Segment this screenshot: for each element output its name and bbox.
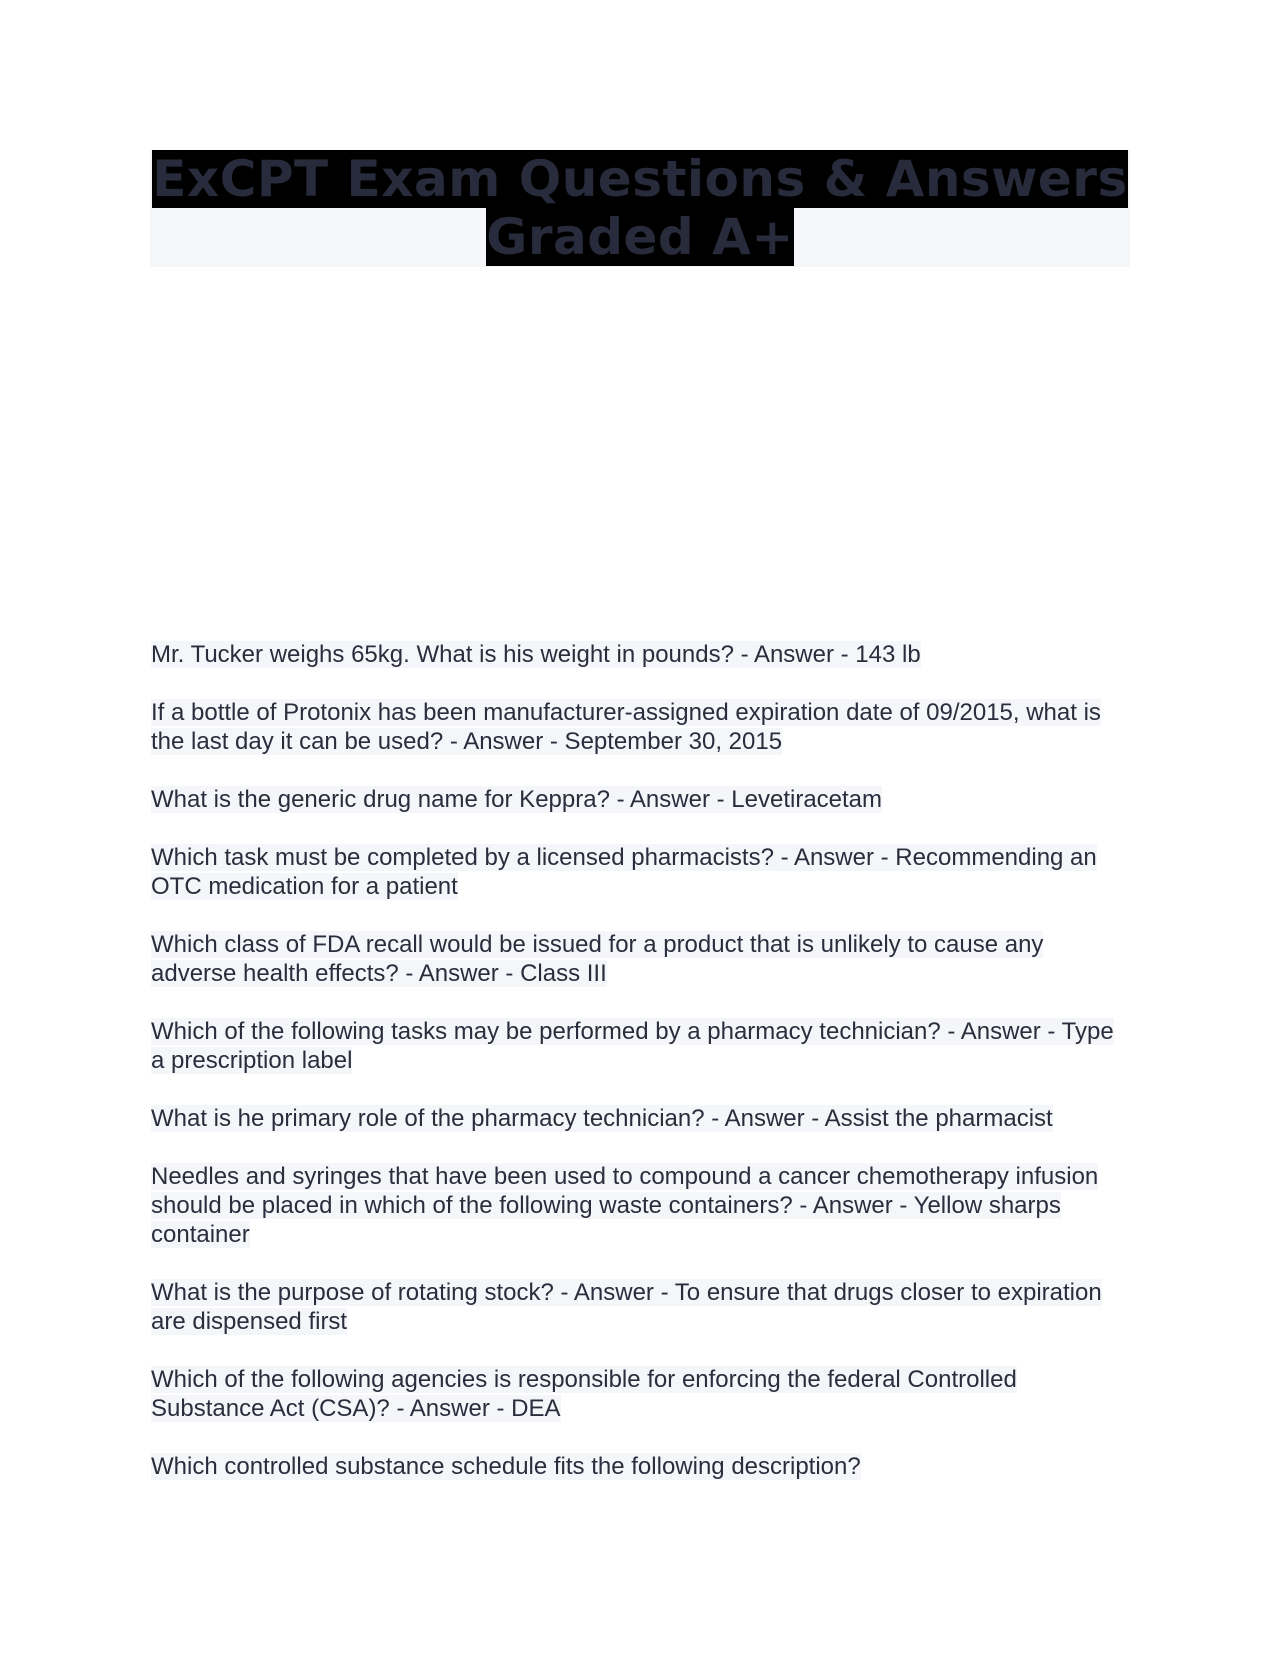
qa-item — [151, 843, 1131, 901]
qa-text: Which class of FDA recall would be issued for a product that is unlikely to cause any adverse health effects? - Answer - Class III — [151, 931, 1044, 987]
qa-text: What is the purpose of rotating stock? - Answer - To ensure that drugs closer to expiration are dispensed first — [151, 1279, 1102, 1335]
qa-item — [151, 1017, 1131, 1075]
qa-item — [151, 930, 1131, 988]
qa-text: If a bottle of Protonix has been manufacturer-assigned expiration date of 09/2015, what is the last day it can be used? - Answer - September 30, 2015 — [151, 699, 1101, 755]
qa-text: Which task must be completed by a licensed pharmacists? - Answer - Recommending an OTC medication for a patient — [151, 844, 1097, 900]
qa-item — [151, 1162, 1131, 1249]
title-line-2: Graded A+ — [486, 208, 794, 266]
qa-list — [151, 640, 1131, 1510]
qa-item — [151, 1365, 1131, 1423]
qa-item — [151, 785, 1131, 814]
qa-text: Which controlled substance schedule fits the following description? — [151, 1453, 861, 1480]
qa-text: Mr. Tucker weighs 65kg. What is his weight in pounds? - Answer - 143 lb — [151, 641, 921, 668]
qa-item — [151, 1104, 1131, 1133]
qa-item — [151, 698, 1131, 756]
qa-text: Needles and syringes that have been used to compound a cancer chemotherapy infusion should be placed in which of the following waste containers? - Answer - Yellow sharps container — [151, 1163, 1099, 1248]
title-line-1: ExCPT Exam Questions & Answers — [152, 150, 1128, 208]
qa-text: Which of the following tasks may be performed by a pharmacy technician? - Answer - Type a prescription label — [151, 1018, 1114, 1074]
qa-text: What is the generic drug name for Keppra? - Answer - Levetiracetam — [151, 786, 883, 813]
qa-text: Which of the following agencies is responsible for enforcing the federal Controlled Substance Act (CSA)? - Answer - DEA — [151, 1366, 1017, 1422]
document-title — [150, 150, 1130, 267]
qa-item — [151, 1452, 1131, 1481]
qa-item — [151, 640, 1131, 669]
qa-text: What is he primary role of the pharmacy technician? - Answer - Assist the pharmacist — [151, 1105, 1053, 1132]
qa-item — [151, 1278, 1131, 1336]
